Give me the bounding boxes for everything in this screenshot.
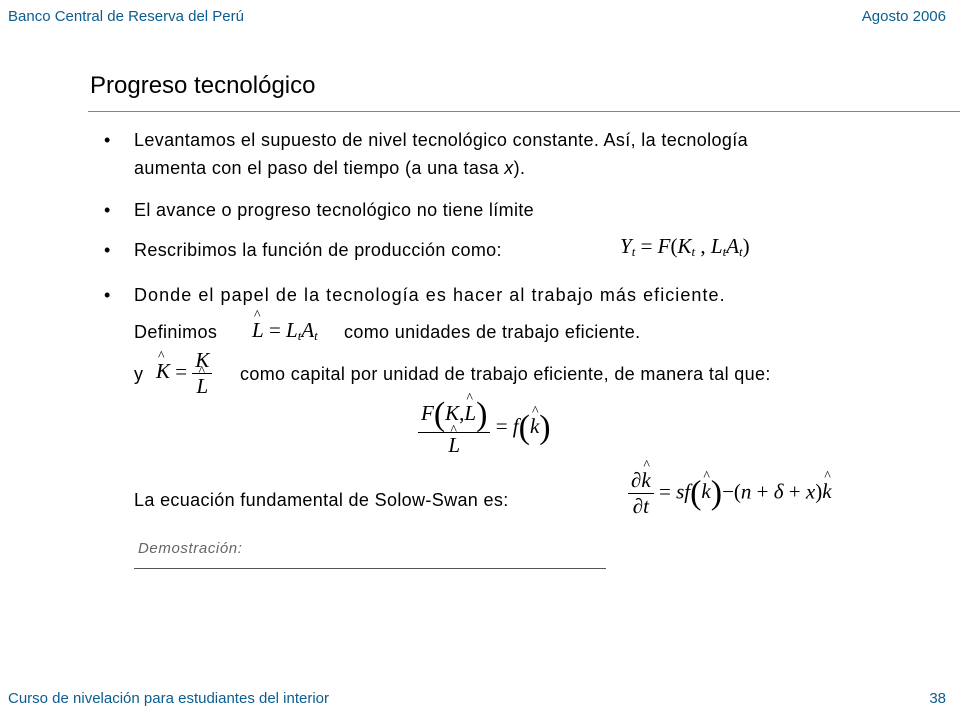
effective-labor-formula: ^ $L = L_tA_t$ bbox=[252, 318, 318, 344]
footer-course: Curso de nivelación para estudiantes del interior bbox=[8, 690, 330, 707]
bullet-3-text: Rescribimos la función de producción como: bbox=[134, 240, 502, 260]
page-number: 38 bbox=[929, 690, 946, 707]
bullet-4-line-1: Donde el papel de la tecnología es hacer al trabajo más eficiente. bbox=[134, 285, 726, 305]
bullet-marker: • bbox=[104, 285, 111, 305]
bullet-4-y-label: y bbox=[134, 364, 144, 384]
title-divider bbox=[88, 111, 960, 112]
solow-swan-label: La ecuación fundamental de Solow-Swan es: bbox=[134, 490, 509, 510]
production-function-formula: $Y_t = F(K_t$ , $L_tA_t$) bbox=[620, 234, 750, 259]
intensive-production-formula: F(K,^ L) ^ L = f(^ k) bbox=[418, 398, 551, 458]
header-date: Agosto 2006 bbox=[861, 8, 946, 25]
bullet-4-k-text: como capital por unidad de trabajo eficiente, de manera tal que: bbox=[240, 364, 771, 384]
demonstration-link[interactable]: Demostración: bbox=[138, 540, 243, 557]
bullet-marker: • bbox=[104, 200, 111, 220]
bullet-4-define-text: como unidades de trabajo eficiente. bbox=[344, 322, 641, 342]
bullet-4-define-label: Definimos bbox=[134, 322, 218, 342]
bullet-1-line-2: aumenta con el paso del tiempo (a una tasa x). bbox=[134, 158, 526, 178]
bullet-marker: • bbox=[104, 240, 111, 260]
bullet-2-text: El avance o progreso tecnológico no tiene límite bbox=[134, 200, 535, 220]
slide-title: Progreso tecnológico bbox=[90, 72, 316, 99]
demonstration-underline bbox=[134, 568, 606, 569]
capital-per-effective-labor-formula: ^ K = K ^ L bbox=[156, 348, 212, 399]
bullet-marker: • bbox=[104, 130, 111, 150]
header-institution: Banco Central de Reserva del Perú bbox=[8, 8, 244, 25]
solow-swan-equation: $\frac{\partial\^{} k}{\partial t}$ = sf(^ k)−(n + δ + x)^ k bbox=[628, 468, 832, 519]
bullet-1-line-1: Levantamos el supuesto de nivel tecnológico constante. Así, la tecnología bbox=[134, 130, 748, 150]
